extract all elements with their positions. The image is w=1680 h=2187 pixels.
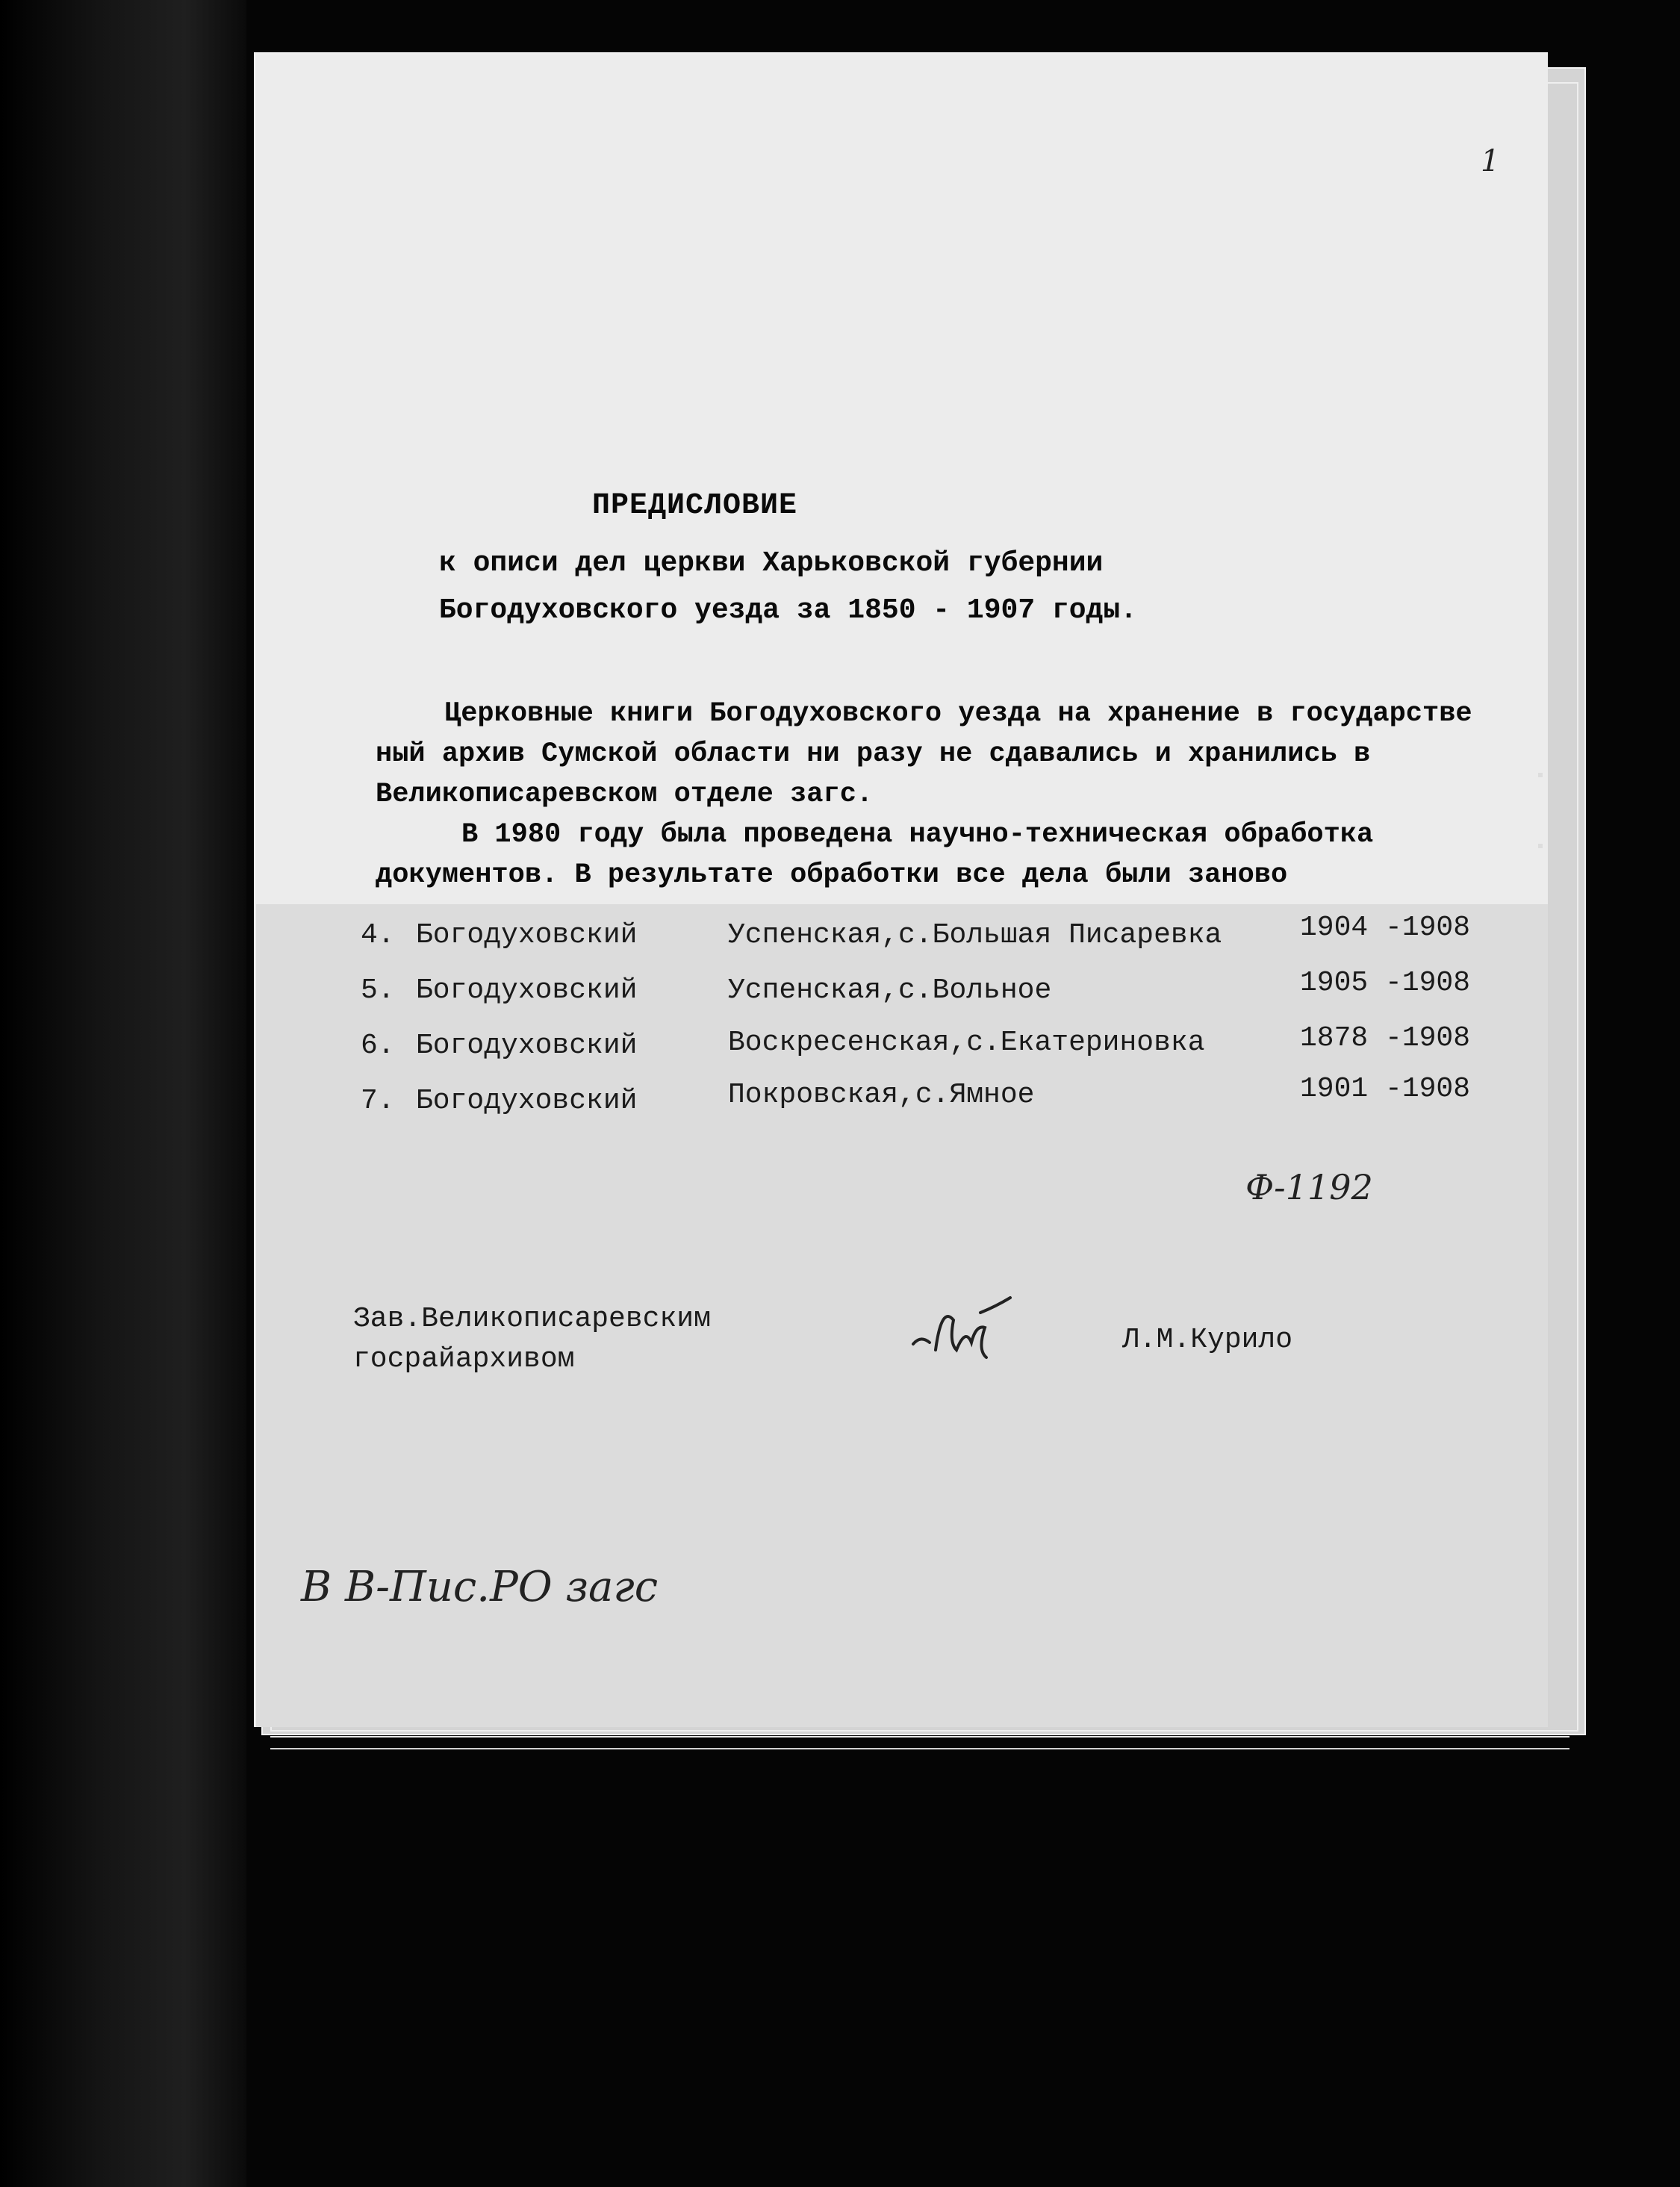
row-church: Успенская,с.Большая Писаревка xyxy=(728,919,1222,951)
body-line-3: Великописаревском отделе загс. xyxy=(376,779,874,810)
edge-mark xyxy=(1538,844,1543,848)
edge-mark xyxy=(1538,773,1543,777)
row-district: Богодуховский xyxy=(416,1085,638,1117)
row-church: Воскресенская,с.Екатериновка xyxy=(728,1027,1205,1059)
subtitle-line-1: к описи дел церкви Харьковской губернии xyxy=(439,547,1104,579)
row-years: 1904 -1908 xyxy=(1300,912,1471,944)
row-years: 1901 -1908 xyxy=(1300,1073,1471,1105)
row-years: 1905 -1908 xyxy=(1300,967,1471,999)
row-district: Богодуховский xyxy=(416,974,638,1007)
signature-mark xyxy=(906,1290,1040,1372)
page-stack-bottom-edge xyxy=(270,1736,1569,1749)
row-number: 6. xyxy=(361,1030,395,1062)
document-sheet xyxy=(254,52,1548,1727)
body-line-5: документов. В результате обработки все дела были заново xyxy=(376,859,1288,891)
row-number: 5. xyxy=(361,974,395,1007)
archive-note: В В-Пис.РО загс xyxy=(301,1563,659,1611)
binder-spine xyxy=(0,0,246,2187)
row-number: 4. xyxy=(361,919,395,951)
row-district: Богодуховский xyxy=(416,1030,638,1062)
row-district: Богодуховский xyxy=(416,919,638,951)
typed-preface-section xyxy=(256,55,1548,904)
body-line-2: ный архив Сумской области ни разу не сдавались и хранились в xyxy=(376,738,1371,770)
subtitle-line-2: Богодуховского уезда за 1850 - 1907 годы. xyxy=(439,594,1137,626)
row-number: 7. xyxy=(361,1085,395,1117)
row-church: Успенская,с.Вольное xyxy=(728,974,1052,1007)
fond-mark: Ф-1192 xyxy=(1245,1167,1373,1207)
document-title: ПРЕДИСЛОВИЕ xyxy=(592,489,798,523)
signer-title-line-2: госрайархивом xyxy=(353,1343,575,1375)
body-line-1: Церковные книги Богодуховского уезда на хранение в государстве xyxy=(444,698,1472,729)
row-years: 1878 -1908 xyxy=(1300,1022,1471,1054)
body-line-4: В 1980 году была проведена научно-техническая обработка xyxy=(461,819,1374,850)
signer-title-line-1: Зав.Великописаревским xyxy=(353,1303,711,1335)
row-church: Покровская,с.Ямное xyxy=(728,1079,1035,1111)
page-number: 1 xyxy=(1481,144,1500,178)
signer-name: Л.М.Курило xyxy=(1122,1324,1293,1356)
